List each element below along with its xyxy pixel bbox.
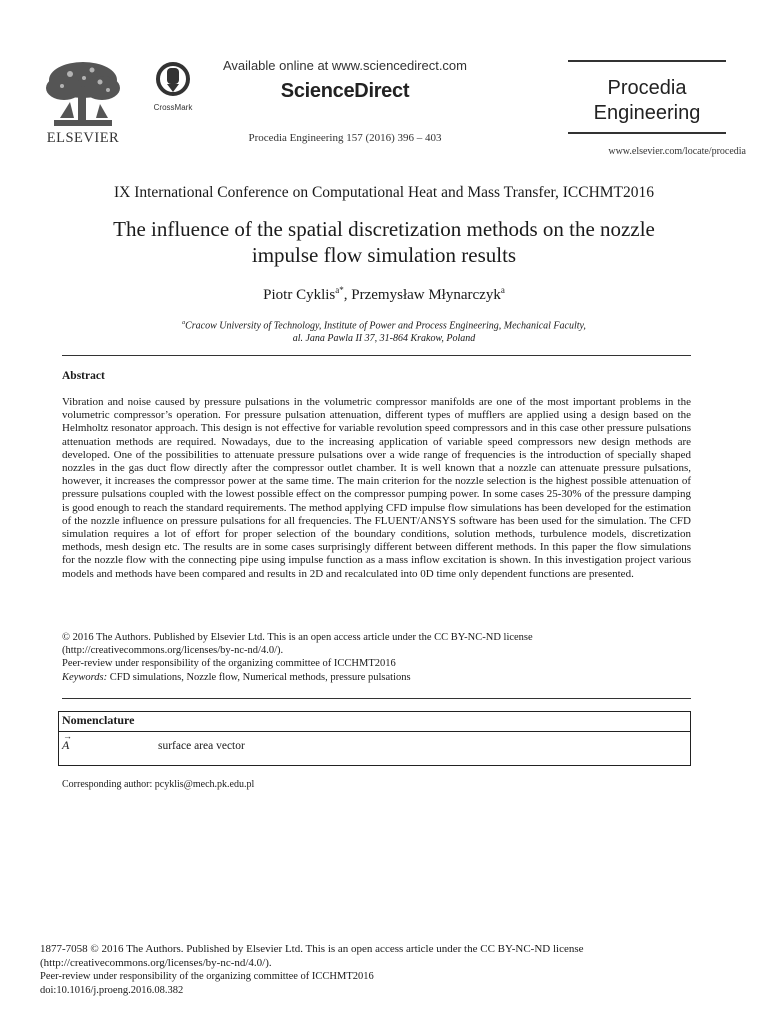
affiliation-marker: a (500, 285, 505, 295)
journal-url-link[interactable]: www.elsevier.com/locate/procedia (608, 146, 746, 157)
keywords (62, 672, 691, 683)
keywords-label: Keywords: (62, 672, 108, 683)
affiliation-line-2: al. Jana Pawla II 37, 31-864 Krakow, Poland (292, 333, 476, 345)
affiliation-marker: a (335, 285, 340, 295)
footer-issn-copyright: 1877-7058 © 2016 The Authors. Published by Elsevier Ltd. This is an open access article under the CC BY-NC-ND license (40, 943, 584, 955)
footer-doi[interactable]: doi:10.1016/j.proeng.2016.08.382 (40, 985, 184, 996)
copyright-notice (62, 631, 691, 657)
abstract-body: Vibration and noise caused by pressure pulsations in the volumetric compressor manifolds are one of the most important problems in the volumetric compressor’s operation. For pressure pulsation attenuation, different types of mufflers are applied using a design based on the Helmholtz resonator approach. This design is not effective for variable revolution speed compressors and in this case other pressure pulsations attenuation methods are required. Nowadays, due to the increasing application of variable speed compressors new design methods are developed. One of the possibilities to attenuate pressure pulsations over a wide range of frequencies is the introduction of specially shaped nozzles in the gas duct flow directly after the compressor outlet chamber. It is well known that a nozzle can attenuate pressure pulsations, however, it increases the compressor power at the same time. The main criterion for the nozzle selection is the highest possible attenuation of pressure pulsations coupled with the lowest possible effect on the compressor pumping power. In some cases 25-30% of the pressure damping is good enough to reach the standard requirements. The method applying CFD impulse flow simulations has been developed for the estimation of the nozzle influence on pressure pulsations for all frequencies. The FLUENT/ANSYS software has been used for the simulation. The CFD simulation requires a lot of effort for proper selection of the boundary conditions, solution methods, turbulence models, discretization methods, mesh design etc. The results are in some cases surprisingly different between different methods. In this paper the flow simulations for the nozzle flow with the connecting pipe using impulse function as a mass inflow excitation is shown. In this investigation project various models and methods have been compared and results in 2D and recalculated into 0D time only dependent functions are presented. (62, 396, 691, 580)
conference-name: IX International Conference on Computational Heat and Mass Transfer, ICCHMT2016 (113, 184, 655, 201)
journal-reference: Procedia Engineering 157 (2016) 396 – 403 (248, 132, 442, 144)
divider (62, 355, 691, 356)
publisher-logo-text: ELSEVIER (46, 130, 120, 146)
author-list (40, 285, 728, 304)
symbol-letter: A (62, 738, 70, 752)
vector-arrow: → (63, 731, 72, 741)
corresponding-marker: * (339, 285, 344, 295)
crossmark-icon (150, 62, 196, 101)
crossmark-label: CrossMark (153, 103, 193, 112)
abstract-heading: Abstract (62, 370, 105, 382)
sciencedirect-logo: ScienceDirect (280, 80, 410, 102)
divider (62, 698, 691, 699)
title-line-2: impulse flow simulation results (251, 243, 517, 267)
nomenclature-box (58, 711, 691, 766)
nomenclature-divider (58, 731, 691, 732)
keywords-list: CFD simulations, Nozzle flow, Numerical methods, pressure pulsations (107, 672, 411, 683)
affiliation-text: Cracow University of Technology, Institute of Power and Process Engineering, Mechanical Faculty, (185, 320, 586, 332)
nomenclature-symbol (62, 731, 72, 753)
nomenclature-heading: Nomenclature (62, 713, 135, 727)
license-link[interactable]: (http://creativecommons.org/licenses/by-nc-nd/4.0/). (62, 645, 284, 656)
footer-license-link[interactable]: (http://creativecommons.org/licenses/by-nc-nd/4.0/). (40, 957, 272, 969)
affiliation-line-1 (40, 317, 728, 332)
author-separator: , (343, 287, 352, 303)
affiliation-marker: a (182, 320, 186, 326)
available-online-text: Available online at www.sciencedirect.com (223, 58, 467, 73)
peer-review-notice: Peer-review under responsibility of the organizing committee of ICCHMT2016 (62, 658, 396, 669)
footer-peer-review: Peer-review under responsibility of the organizing committee of ICCHMT2016 (40, 971, 374, 982)
journal-name-line2: Engineering (593, 102, 701, 124)
journal-name-line1: Procedia (607, 77, 687, 99)
article-title (40, 216, 728, 268)
affiliation (40, 317, 728, 345)
author-name[interactable]: Przemysław Młynarczyk (351, 287, 501, 303)
nomenclature-definition: surface area vector (158, 740, 245, 752)
title-line-1: The influence of the spatial discretization methods on the nozzle (113, 217, 655, 241)
author-name[interactable]: Piotr Cyklis (263, 287, 336, 303)
crossmark-badge[interactable] (150, 62, 196, 112)
corresponding-author: Corresponding author: pcyklis@mech.pk.edu.pl (62, 779, 255, 790)
copyright-line-1: © 2016 The Authors. Published by Elsevier Ltd. This is an open access article under the CC BY-NC-ND license (62, 632, 533, 643)
